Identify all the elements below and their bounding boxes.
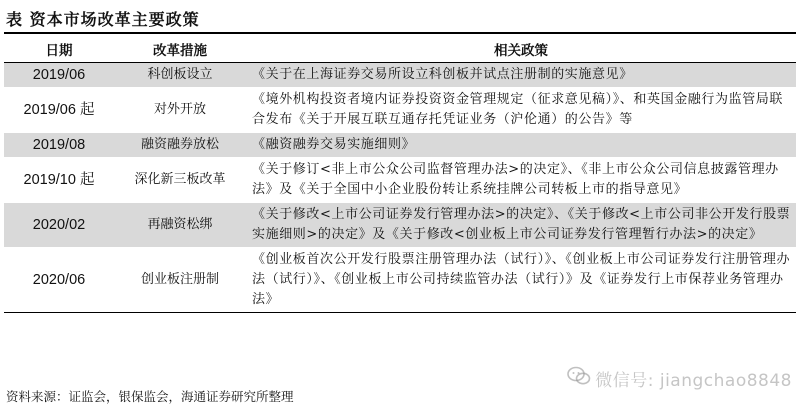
row-date: 2019/10 起 — [4, 158, 114, 203]
row-measure: 深化新三板改革 — [114, 158, 246, 203]
policy-table — [4, 36, 796, 313]
table-row — [4, 133, 796, 158]
row-measure: 科创板设立 — [114, 63, 246, 88]
row-date: 2019/08 — [4, 133, 114, 158]
row-policy: 《关于在上海证券交易所设立科创板并试点注册制的实施意见》 — [246, 63, 796, 88]
row-date: 2019/06 — [4, 63, 114, 88]
table-row — [4, 158, 796, 203]
row-measure: 对外开放 — [114, 88, 246, 133]
table-row — [4, 63, 796, 88]
row-measure: 融资融券放松 — [114, 133, 246, 158]
table-row — [4, 248, 796, 313]
row-measure: 创业板注册制 — [114, 248, 246, 313]
row-policy: 《境外机构投资者境内证券投资资金管理规定（征求意见稿）》、和英国金融行为监管局联合发布《关于开展互联互通存托凭证业务（沪伦通）的公告》等 — [246, 88, 796, 133]
row-policy: 《关于修改<上市公司证券发行管理办法>的决定》、《关于修改<上市公司非公开发行股票实施细则>的决定》及《关于修改<创业板上市公司证券发行管理暂行办法>的决定》 — [246, 203, 796, 248]
row-policy: 《关于修订<非上市公众公司监督管理办法>的决定》、《非上市公众公司信息披露管理办法》及《关于全国中小企业股份转让系统挂牌公司转板上市的指导意见》 — [246, 158, 796, 203]
row-date: 2020/06 — [4, 248, 114, 313]
row-date: 2019/06 起 — [4, 88, 114, 133]
table-header-row — [4, 36, 796, 63]
row-date: 2020/02 — [4, 203, 114, 248]
watermark-text: 微信号: jiangchao8848 — [595, 371, 792, 391]
title-rule — [4, 32, 796, 34]
source-note: 资料来源：证监会，银保监会，海通证券研究所整理 — [6, 389, 294, 404]
row-policy: 《创业板首次公开发行股票注册管理办法（试行）》、《创业板上市公司证券发行注册管理办法（试行）》、《创业板上市公司持续监管办法（试行）》及《证券发行上市保荐业务管理办法》 — [246, 248, 796, 313]
wechat-icon — [567, 366, 591, 391]
header-date: 日期 — [4, 36, 114, 63]
header-policy: 相关政策 — [246, 36, 796, 63]
row-measure: 再融资松绑 — [114, 203, 246, 248]
watermark — [567, 366, 792, 391]
header-measure: 改革措施 — [114, 36, 246, 63]
table-row — [4, 88, 796, 133]
table-row — [4, 203, 796, 248]
row-policy: 《融资融券交易实施细则》 — [246, 133, 796, 158]
page-title: 表 资本市场改革主要政策 — [6, 10, 200, 29]
